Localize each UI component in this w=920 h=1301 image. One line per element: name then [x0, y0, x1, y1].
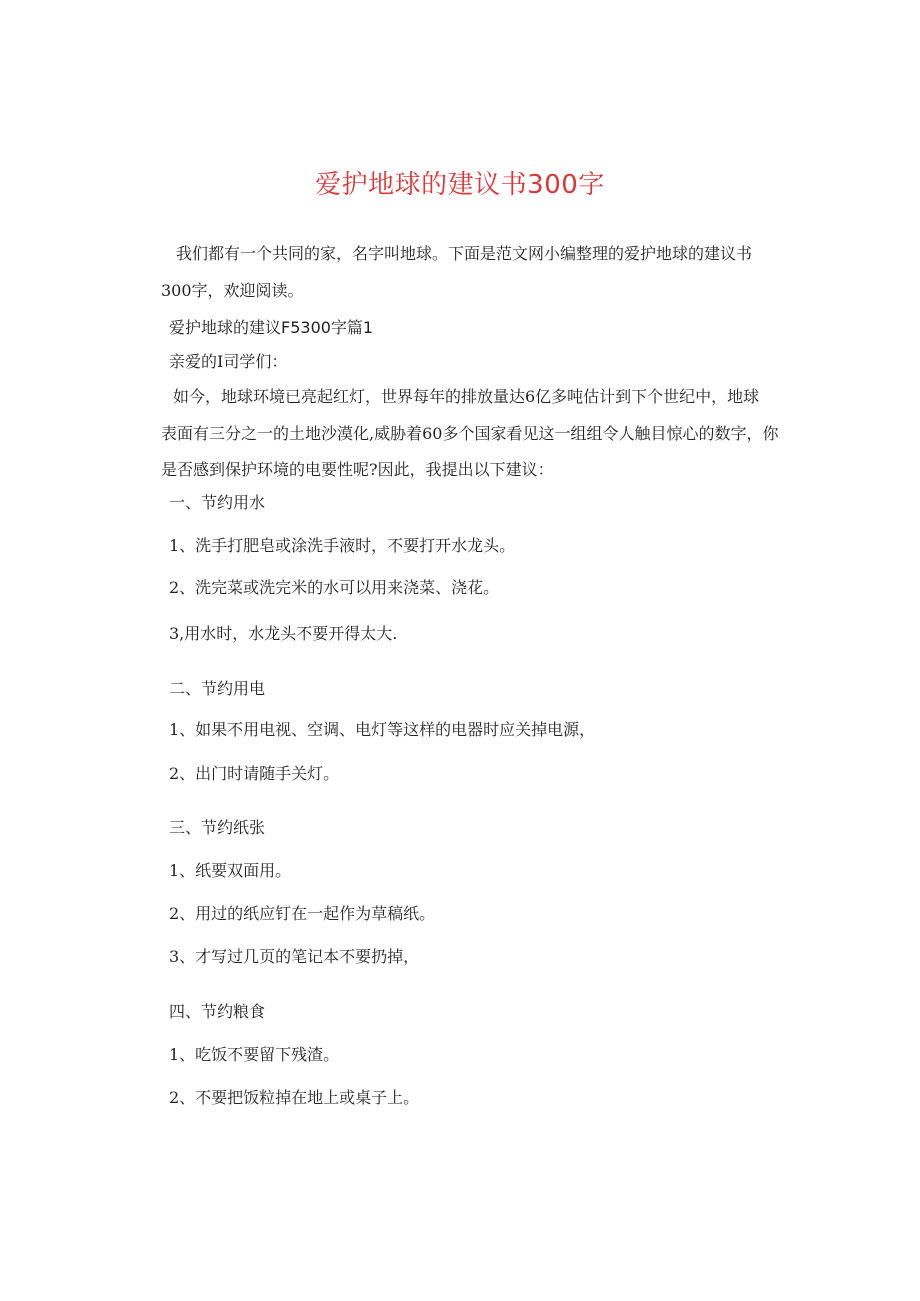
section-heading: 二、节约用电 — [169, 679, 266, 698]
list-item: 1、纸要双面用。 — [169, 861, 292, 880]
section-heading: 四、节约粮食 — [169, 1002, 266, 1021]
list-item: 2、出门时请随手关灯。 — [169, 764, 340, 783]
body-line-2: 表面有三分之一的土地沙漠化,威胁着60多个国家看见这一组组令人触目惊心的数字，你 — [161, 424, 779, 443]
document-title: 爱护地球的建议书300字 — [315, 170, 605, 200]
list-item: 1、如果不用电视、空调、电灯等这样的电器时应关掉电源， — [169, 720, 596, 739]
list-item: 2、洗完菜或洗完米的水可以用来浇菜、浇花。 — [169, 578, 500, 597]
list-item: 3、才写过几页的笔记本不要扔掉， — [169, 947, 420, 966]
list-item: 1、吃饭不要留下残渣。 — [169, 1045, 340, 1064]
section-heading: 一、节约用水 — [169, 493, 266, 512]
list-item: 2、不要把饭粒掉在地上或桌子上。 — [169, 1088, 420, 1107]
subtitle: 爱护地球的建议F5300字篇1 — [169, 318, 374, 337]
list-item: 2、用过的纸应钉在一起作为草稿纸。 — [169, 904, 436, 923]
body-line-1: 如今，地球环境已亮起红灯，世界每年的排放量达6亿多吨估计到下个世纪中，地球 — [173, 387, 760, 406]
list-item: 1、洗手打肥皂或涂洗手液时，不要打开水龙头。 — [169, 536, 516, 555]
section-heading: 三、节约纸张 — [169, 818, 266, 837]
salutation: 亲爱的I司学们： — [169, 352, 288, 371]
body-line-3: 是否感到保护环境的电要性呢?因此，我提出以下建议： — [161, 460, 554, 479]
intro-line-2: 300字，欢迎阅读。 — [161, 281, 304, 300]
intro-line-1: 我们都有一个共同的家，名字叫地球。下面是范文网小编整理的爱护地球的建议书 — [176, 244, 753, 263]
list-item: 3,用水时，水龙头不要开得太大. — [169, 624, 398, 643]
